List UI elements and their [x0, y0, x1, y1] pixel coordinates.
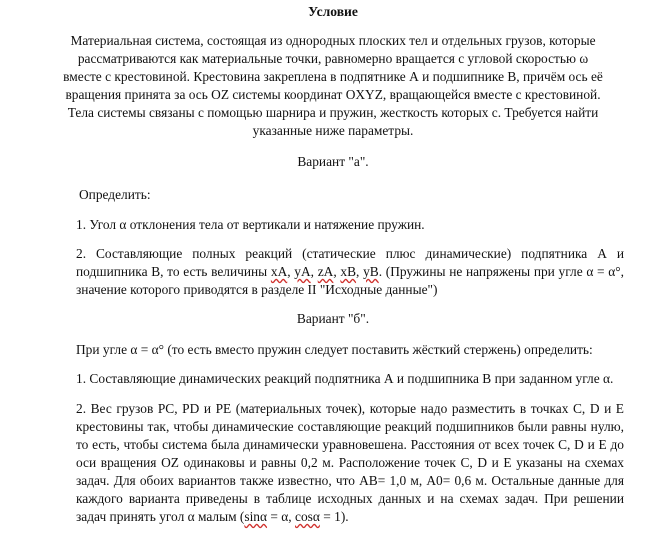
cos-term: cosα	[295, 509, 320, 524]
intro-paragraph: Материальная система, состоящая из однородных плоских тел и отдельных грузов, которые рассматриваются как материальные точки, равномерно вращается с угловой скоростью ω вместе с крестовиной. Крестовина закреплена в подпятнике А и подшипнике В, причём ось её вращения принята за ось OZ системы координат OXYZ, вращающейся вместе с крестовиной. Тела системы связаны с помощью шарнира и пружин, жесткость которых с. Требуется найти указанные ниже параметры.	[63, 33, 603, 138]
reaction-yB: yB	[363, 264, 379, 279]
variant-a-item-2-end: (Пружины не напряжены при угле α = α°, значение которого приводятся в разделе II "Исходные данные")	[76, 264, 625, 297]
variant-b-item-2-start: 2. Вес грузов PC, PD и PE (материальных точек), которые надо разместить в точках C, D и E крестовины так, чтобы динамические составляющие реакций подшипников были равны нулю, то есть, чтобы система была динамически уравновешена. Расстояния от всех точек C, D и E до оси вращения OZ одинаковы и равны 0,2 м. Расположение точек C, D и E указаны на схемах задач. Для обоих вариантов также известно, что AB= 1,0 м, A0= 0,6 м. Остальные данные для каждого варианта приведены в таблице исходных данных и на схемах задач. При решении задач принять угол α малым (	[76, 401, 624, 524]
variant-a-item-1: 1. Угол α отклонения тела от вертикали и натяжение пружин.	[76, 217, 425, 232]
variant-b-item-1: 1. Составляющие динамических реакций подпятника А и подшипника В при заданном угле α.	[76, 371, 614, 386]
reaction-zA: zA	[317, 264, 334, 279]
variant-a-item-2-start: 2. Составляющие полных реакций (статические плюс динамические) подпятника А и подшипника В, то есть величины	[76, 246, 624, 279]
variant-b-intro: При угле α = α° (то есть вместо пружин следует поставить жёсткий стержень) определить:	[76, 342, 593, 357]
reaction-yA: yA	[294, 264, 311, 279]
variant-a-heading: Вариант "а".	[297, 154, 369, 169]
variant-a-determine: Определить:	[79, 187, 151, 202]
reaction-xB: xB	[340, 264, 357, 279]
variant-b-heading: Вариант "б".	[296, 311, 370, 326]
sin-term: sinα	[244, 509, 268, 524]
document-title: Условие	[308, 4, 358, 19]
variant-b-item-2-mid: = α,	[267, 509, 295, 524]
variant-b-item-2-end: = 1).	[319, 509, 349, 524]
variant-a-item-2: 2. Составляющие полных реакций (статические плюс динамические) подпятника А и подшипника В, то есть величины xA, yA, zA, xB, yB. (Пружины не напряжены при угле α = α°, значение которого приводятся в разделе II "Исходные данные")	[76, 246, 625, 297]
variant-b-item-2	[76, 400, 624, 526]
reaction-xA: xA	[270, 264, 288, 279]
